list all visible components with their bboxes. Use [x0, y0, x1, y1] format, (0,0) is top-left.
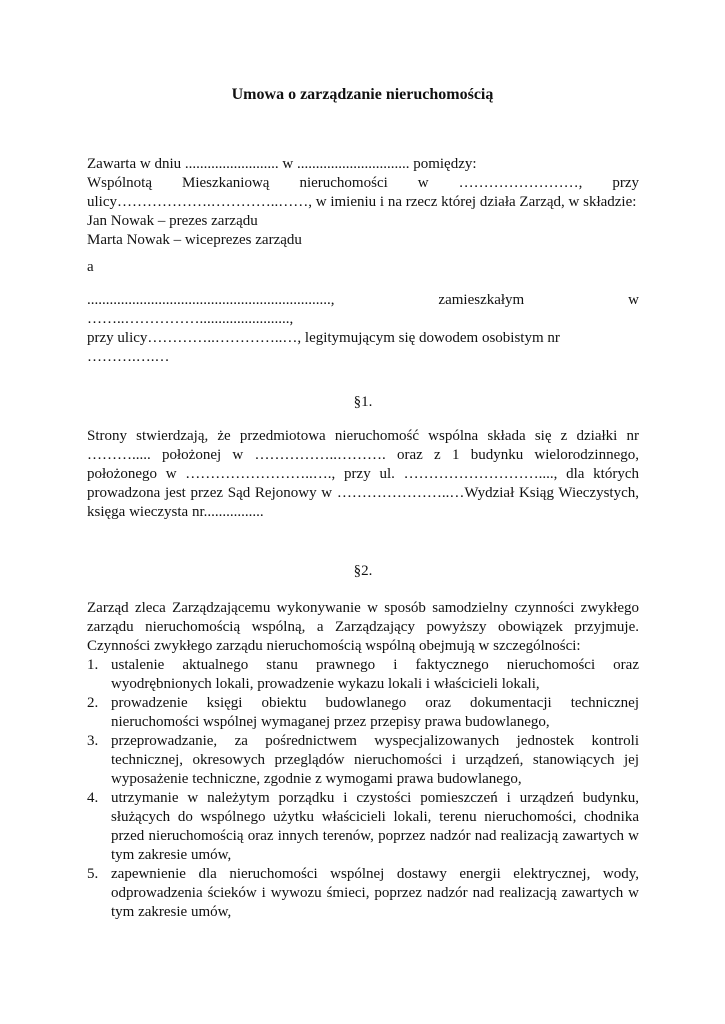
- section-2-heading: §2.: [353, 563, 373, 579]
- list-item: [87, 732, 639, 789]
- list-item-number: 1.: [87, 657, 99, 673]
- list-item-number: 3.: [87, 733, 99, 749]
- list-item-text: ustalenie aktualnego stanu prawnego i faktycznego nieruchomości oraz wyodrębnionych lokali, prowadzenie wykazu lokali i właścicieli lokali,: [111, 657, 639, 692]
- intro-date-line: Zawarta w dniu ......................... w .............................. pomiędzy:: [87, 156, 477, 172]
- board-member-1: Jan Nowak – prezes zarządu: [87, 213, 258, 229]
- list-item: [87, 694, 639, 732]
- conjunction-a: a: [87, 259, 94, 275]
- section-1-text: Strony stwierdzają, że przedmiotowa nieruchomość wspólna składa się z działki nr ………..... położonej w ……………..………. oraz z 1 budynku wielorodzinnego, położonego w ……………………..…., przy ul. ………………………...., dla których prowadzona jest przez Sąd Rejonowy w …………………..…Wydział Ksiąg Wieczystych, księga wieczysta nr................: [87, 428, 639, 520]
- list-item-text: prowadzenie księgi obiektu budowlanego oraz dokumentacji technicznej nieruchomości wspólnej wymaganej przez przepisy prawa budowlanego,: [111, 695, 639, 730]
- list-item-text: utrzymanie w należytym porządku i czystości pomieszczeń i urządzeń budynku, służących do wspólnego użytku właścicieli lokali, terenu nieruchomości, chodnika przed nieruchomością oraz innych terenów, poprzez nadzór nad realizacją zawartych w tym zakresie umów,: [111, 790, 639, 863]
- document-title: Umowa o zarządzanie nieruchomością: [231, 86, 494, 103]
- section-2-body: [87, 599, 639, 922]
- second-party-block: [87, 291, 639, 367]
- list-item-text: zapewnienie dla nieruchomości wspólnej dostawy energii elektrycznej, wody, odprowadzenia ścieków i wywozu śmieci, poprzez nadzór nad realizacją zawartych w tym zakresie umów,: [111, 866, 639, 920]
- list-item-number: 2.: [87, 695, 99, 711]
- second-party-id-line: przy ulicy…………..…………..…, legitymującym się dowodem osobistym nr ……….….…: [87, 330, 560, 365]
- section-1-heading: §1.: [353, 394, 373, 410]
- board-member-2: Marta Nowak – wiceprezes zarządu: [87, 232, 302, 248]
- list-item: [87, 789, 639, 865]
- intro-community-line: Wspólnotą Mieszkaniową nieruchomości w ……………………, przy: [87, 175, 639, 191]
- list-item-text: przeprowadzanie, za pośrednictwem wyspecjalizowanych jednostek kontroli technicznej, okresowych przeglądów nieruchomości i urządzeń, stanowiących jej wyposażenie techniczne, zgodnie z wymogami prawa budowlanego,: [111, 733, 639, 787]
- list-item: [87, 865, 639, 922]
- intro-street-line: ulicy……………….…………..……, w imieniu i na rzecz której działa Zarząd, w składzie:: [87, 194, 637, 210]
- second-party-residence-line: ................................................................., zamieszkałym w ……..……………........................,: [87, 292, 639, 327]
- list-item-number: 5.: [87, 866, 99, 882]
- section-2-text: Zarząd zleca Zarządzającemu wykonywanie w sposób samodzielny czynności zwykłego zarządu nieruchomością wspólną, a Zarządzający powyższy obowiązek przyjmuje. Czynności zwykłego zarządu nieruchomością wspólną obejmują w szczególności:: [87, 600, 639, 654]
- duties-list: [87, 656, 639, 922]
- list-item: [87, 656, 639, 694]
- list-item-number: 4.: [87, 790, 99, 806]
- intro-block: [87, 155, 639, 250]
